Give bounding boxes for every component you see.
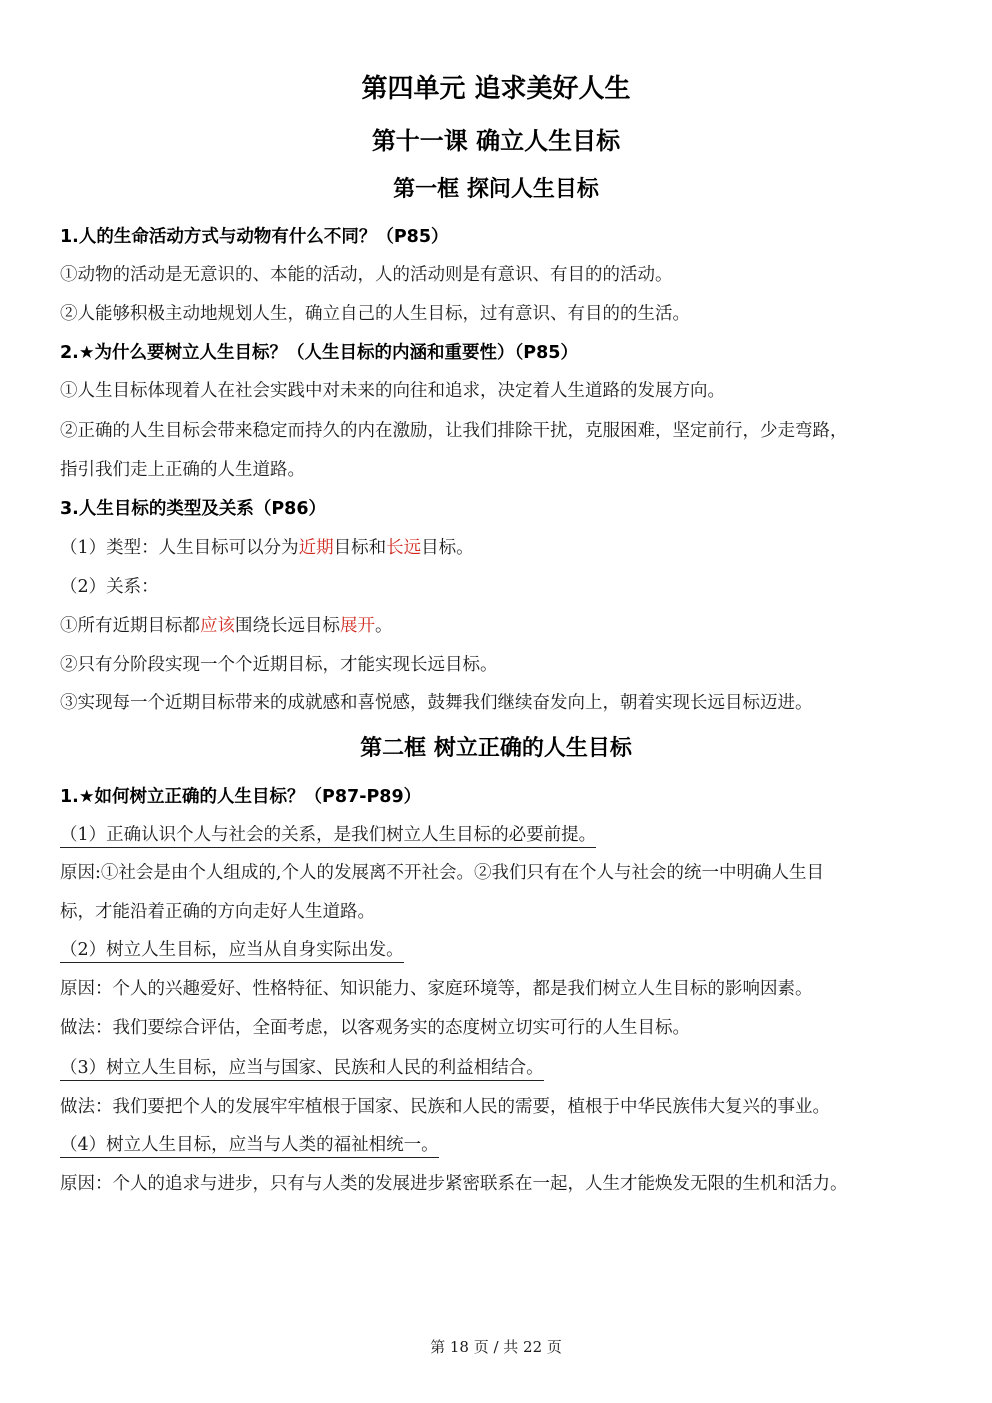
frame1-q3-relation-2: ②只有分阶段实现一个个近期目标，才能实现长远目标。: [60, 655, 498, 675]
q3-r1-highlight-should: 应该: [200, 616, 235, 636]
frame2-point-2-wrap: [60, 937, 940, 963]
q3-r1-text-a: ①所有近期目标都: [60, 616, 200, 636]
frame1-question-3: 3.人生目标的类型及关系（P86）: [60, 499, 327, 519]
frame2-point-1-reason-line2: 标，才能沿着正确的方向走好人生道路。: [60, 902, 375, 922]
frame1-q3-type: [60, 535, 940, 561]
unit-title: 第四单元 追求美好人生: [361, 74, 631, 104]
q3-type-text-a: （1）类型：人生目标可以分为: [60, 538, 299, 558]
frame2-title: 第二框 树立正确的人生目标: [360, 736, 632, 761]
frame2-point-4: （4）树立人生目标，应当与人类的福祉相统一。: [60, 1135, 439, 1158]
frame2-point-1-wrap: [60, 822, 940, 848]
frame2-question-1: 1.★如何树立正确的人生目标？（P87-P89）: [60, 787, 422, 807]
frame2-point-3: （3）树立人生目标，应当与国家、民族和人民的利益相结合。: [60, 1058, 544, 1081]
frame1-q3-relation-1: [60, 613, 940, 639]
frame1-q2-answer-2-line1: ②正确的人生目标会带来稳定而持久的内在激励，让我们排除干扰，克服困难，坚定前行，少走弯路，: [60, 421, 848, 441]
frame2-point-2-method: 做法：我们要综合评估，全面考虑，以客观务实的态度树立切实可行的人生目标。: [60, 1018, 690, 1038]
frame2-point-4-wrap: [60, 1132, 940, 1158]
frame1-question-1: 1.人的生命活动方式与动物有什么不同？（P85）: [60, 227, 449, 247]
frame1-title: 第一框 探问人生目标: [393, 177, 599, 202]
q3-r1-text-c: 。: [375, 616, 393, 636]
frame1-q1-answer-1: ①动物的活动是无意识的、本能的活动，人的活动则是有意识、有目的的活动。: [60, 265, 673, 285]
q3-r1-highlight-unfold: 展开: [340, 616, 375, 636]
frame1-question-2: 2.★为什么要树立人生目标？（人生目标的内涵和重要性）（P85）: [60, 343, 578, 363]
frame2-point-3-method: 做法：我们要把个人的发展牢牢植根于国家、民族和人民的需要，植根于中华民族伟大复兴的事业。: [60, 1097, 830, 1117]
frame2-point-2: （2）树立人生目标，应当从自身实际出发。: [60, 940, 404, 963]
q3-type-text-c: 目标。: [421, 538, 474, 558]
q3-type-text-b: 目标和: [333, 538, 387, 558]
frame1-q2-answer-1: ①人生目标体现着人在社会实践中对未来的向往和追求，决定着人生道路的发展方向。: [60, 381, 725, 401]
frame1-q1-answer-2: ②人能够积极主动地规划人生，确立自己的人生目标，过有意识、有目的的生活。: [60, 304, 690, 324]
q3-type-highlight-long: 长远: [386, 538, 422, 558]
lesson-title: 第十一课 确立人生目标: [371, 127, 621, 155]
frame1-q2-answer-2-line2: 指引我们走上正确的人生道路。: [60, 460, 305, 480]
frame2-point-4-reason: 原因：个人的追求与进步，只有与人类的发展进步紧密联系在一起，人生才能焕发无限的生机和活力。: [60, 1174, 848, 1194]
q3-r1-text-b: 围绕长远目标: [235, 616, 340, 636]
page-number-footer: 第 18 页 / 共 22 页: [430, 1338, 562, 1356]
frame2-point-1: （1）正确认识个人与社会的关系，是我们树立人生目标的必要前提。: [60, 825, 596, 848]
frame2-point-3-wrap: [60, 1055, 940, 1081]
frame2-point-1-reason-line1: 原因:①社会是由个人组成的,个人的发展离不开社会。②我们只有在个人与社会的统一中明确人生目: [60, 863, 824, 883]
frame1-q3-relation-label: （2）关系：: [60, 577, 159, 597]
frame1-q3-relation-3: ③实现每一个近期目标带来的成就感和喜悦感，鼓舞我们继续奋发向上，朝着实现长远目标迈进。: [60, 693, 813, 713]
frame2-point-2-reason: 原因：个人的兴趣爱好、性格特征、知识能力、家庭环境等，都是我们树立人生目标的影响因素。: [60, 979, 813, 999]
q3-type-highlight-near: 近期: [298, 538, 334, 558]
